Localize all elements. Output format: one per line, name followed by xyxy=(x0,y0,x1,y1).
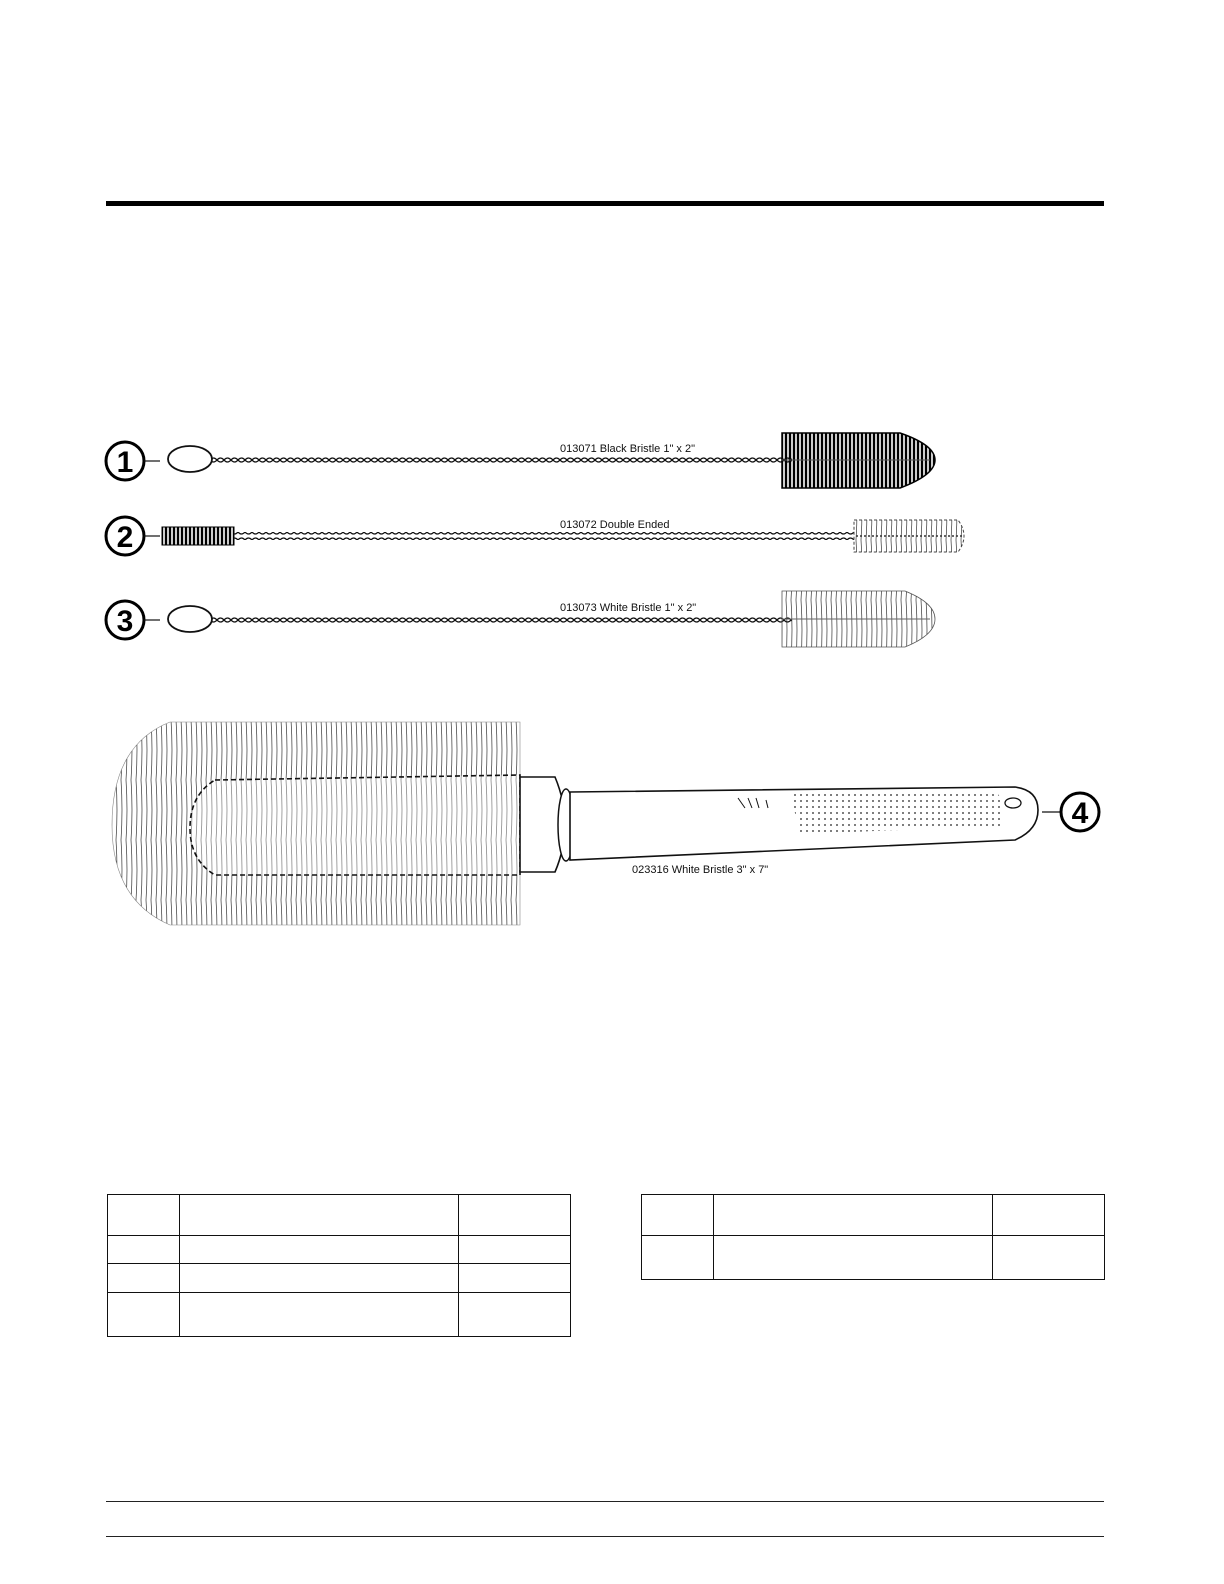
footer-rule-bottom xyxy=(106,1536,1104,1537)
table-cell xyxy=(714,1195,993,1236)
brush-1 xyxy=(106,433,935,488)
footer-rule-top xyxy=(106,1501,1104,1502)
table-cell xyxy=(459,1264,571,1293)
brush-4 xyxy=(112,722,1099,925)
bristle-core xyxy=(190,775,520,875)
table-row xyxy=(108,1264,571,1293)
table-cell xyxy=(180,1293,459,1337)
brush-2-label: 013072 Double Ended xyxy=(560,519,670,531)
callout-4: 4 xyxy=(1071,797,1089,830)
brush-2 xyxy=(106,517,964,555)
brush-illustration xyxy=(0,400,1224,960)
table-cell xyxy=(459,1236,571,1264)
loop-handle xyxy=(168,606,212,632)
callout-3: 3 xyxy=(116,605,134,638)
table-cell xyxy=(180,1236,459,1264)
twisted-wire xyxy=(212,615,792,623)
table-cell xyxy=(180,1264,459,1293)
brush-3-label: 013073 White Bristle 1" x 2" xyxy=(560,602,697,614)
table-row xyxy=(108,1293,571,1337)
table-cell xyxy=(642,1236,714,1280)
table-header-row xyxy=(108,1195,571,1236)
callout-1: 1 xyxy=(116,446,134,479)
header-rule xyxy=(106,201,1104,206)
table-cell xyxy=(180,1195,459,1236)
parts-table-right xyxy=(641,1194,1105,1280)
table-cell xyxy=(459,1293,571,1337)
twisted-wire xyxy=(212,455,792,463)
table-cell xyxy=(993,1195,1105,1236)
brush-4-label: 023316 White Bristle 3" x 7" xyxy=(632,864,769,876)
table-cell xyxy=(459,1195,571,1236)
hang-hole xyxy=(1005,798,1021,808)
callout-2: 2 xyxy=(116,521,134,554)
table-row xyxy=(642,1236,1105,1280)
loop-handle xyxy=(168,446,212,472)
table-cell xyxy=(108,1195,180,1236)
parts-table-left xyxy=(107,1194,571,1337)
brush-3 xyxy=(106,591,935,647)
table-cell xyxy=(714,1236,993,1280)
table-header-row xyxy=(642,1195,1105,1236)
table-row xyxy=(108,1236,571,1264)
table-cell xyxy=(642,1195,714,1236)
table-cell xyxy=(108,1236,180,1264)
twisted-wire xyxy=(234,532,854,540)
table-cell xyxy=(993,1236,1105,1280)
table-cell xyxy=(108,1264,180,1293)
small-bristle-end xyxy=(162,527,234,545)
brush-1-label: 013071 Black Bristle 1" x 2" xyxy=(560,443,695,455)
table-cell xyxy=(108,1293,180,1337)
